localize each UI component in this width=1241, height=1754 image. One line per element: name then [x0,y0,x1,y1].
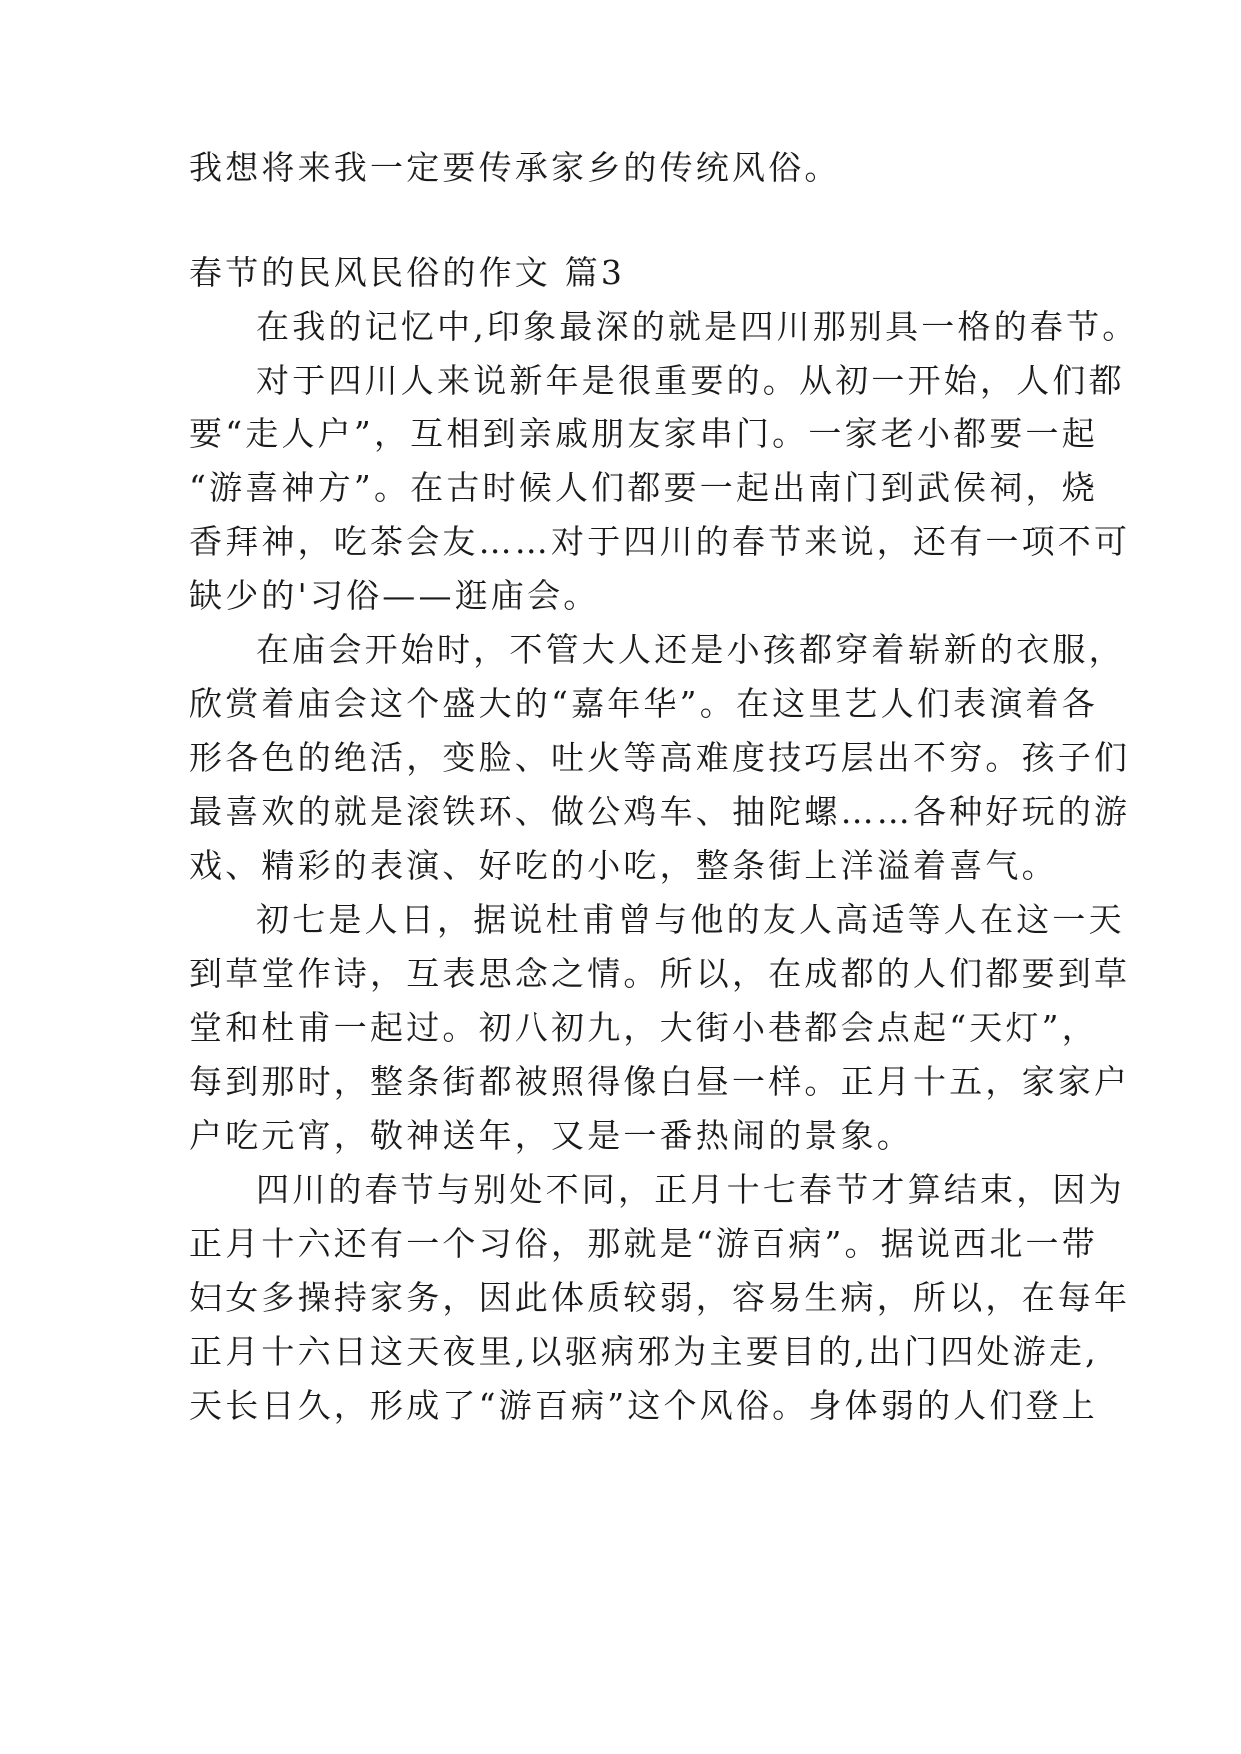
paragraph-line: 每到那时，整条街都被照得像白昼一样。正月十五，家家户 [189,1062,1131,1101]
paragraph-line: 最喜欢的就是滚铁环、做公鸡车、抽陀螺……各种好玩的游 [189,792,1131,831]
paragraph-line: 正月十六日这天夜里,以驱病邪为主要目的,出门四处游走, [189,1332,1099,1371]
paragraph-line: 戏、精彩的表演、好吃的小吃，整条街上洋溢着喜气。 [189,846,1058,885]
paragraph-line: 天长日久，形成了“游百病”这个风俗。身体弱的人们登上 [189,1386,1098,1425]
paragraph-line: 在庙会开始时，不管大人还是小孩都穿着崭新的衣服， [256,630,1125,669]
paragraph-line: 妇女多操持家务，因此体质较弱，容易生病，所以，在每年 [189,1278,1131,1317]
section-heading: 春节的民风民俗的作文 篇3 [189,253,626,292]
paragraph-line: 缺少的'习俗——逛庙会。 [189,576,600,615]
paragraph-line: 初七是人日，据说杜甫曾与他的友人高适等人在这一天 [256,900,1125,939]
paragraph-line: 到草堂作诗，互表思念之情。所以，在成都的人们都要到草 [189,954,1131,993]
paragraph-line: 正月十六还有一个习俗，那就是“游百病”。据说西北一带 [189,1224,1098,1263]
paragraph-line: 形各色的绝活，变脸、吐火等高难度技巧层出不穷。孩子们 [189,738,1131,777]
intro-line: 我想将来我一定要传承家乡的传统风俗。 [189,148,841,187]
paragraph-line: 要“走人户”，互相到亲戚朋友家串门。一家老小都要一起 [189,414,1098,453]
paragraph-line: 在我的记忆中,印象最深的就是四川那别具一格的春节。 [256,307,1139,346]
paragraph-line: “游喜神方”。在古时候人们都要一起出南门到武侯祠，烧 [189,468,1098,507]
paragraph-line: 堂和杜甫一起过。初八初九，大街小巷都会点起“天灯”， [189,1008,1098,1047]
paragraph-line: 欣赏着庙会这个盛大的“嘉年华”。在这里艺人们表演着各 [189,684,1098,723]
paragraph-line: 对于四川人来说新年是很重要的。从初一开始，人们都 [256,361,1125,400]
paragraph-line: 户吃元宵，敬神送年，又是一番热闹的景象。 [189,1116,913,1155]
paragraph-line: 香拜神，吃茶会友……对于四川的春节来说，还有一项不可 [189,522,1131,561]
paragraph-line: 四川的春节与别处不同，正月十七春节才算结束，因为 [256,1170,1125,1209]
